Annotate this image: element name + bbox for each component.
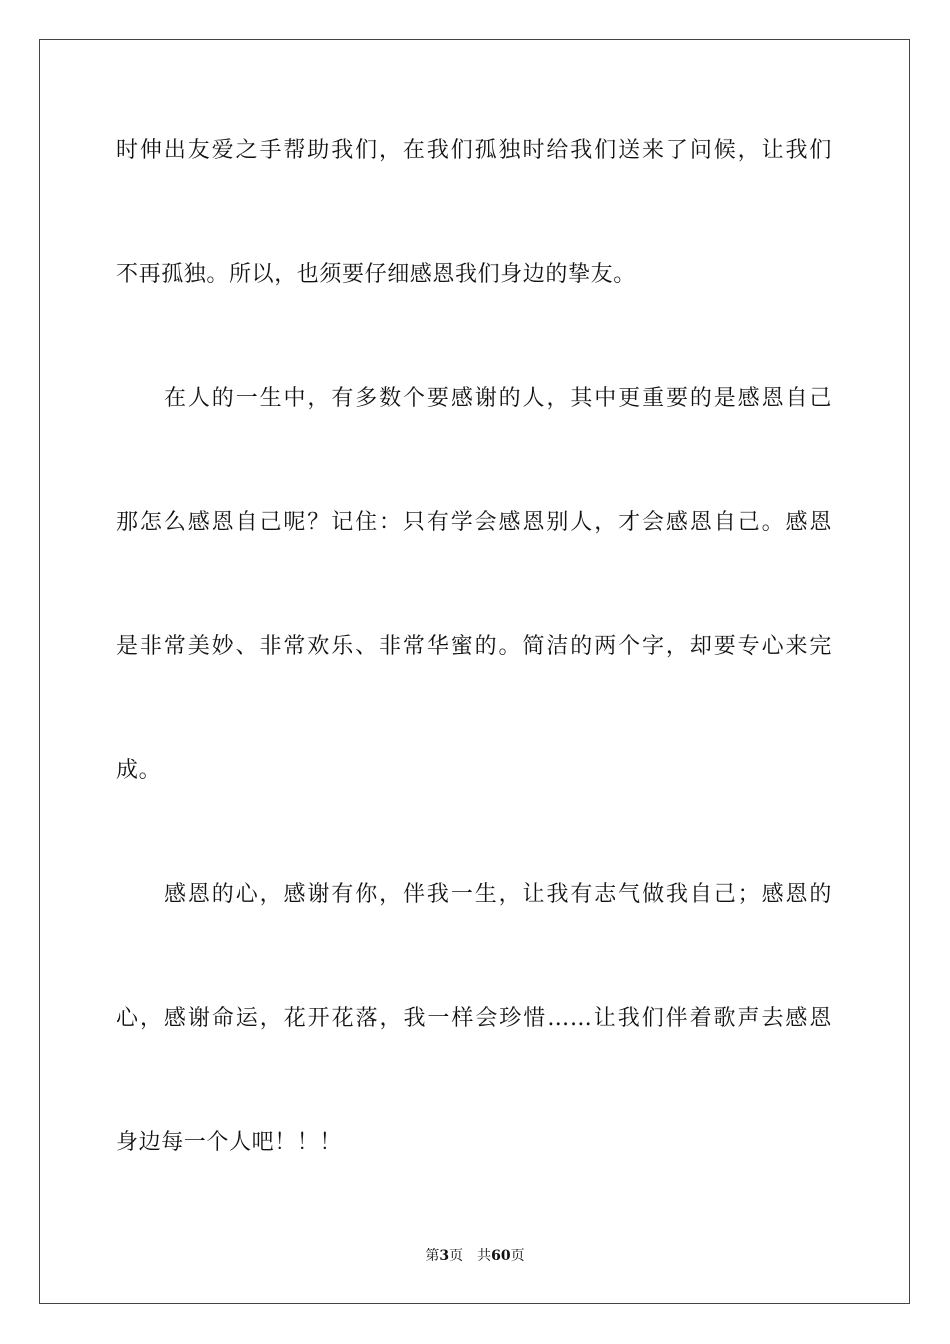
footer-prefix: 第 [425,1248,440,1264]
paragraph-line-2: 不再孤独。所以，也须要仔细感恩我们身边的挚友。 [116,262,636,287]
page-number-footer [0,1246,950,1266]
paragraph-line-7: 感恩的心，感谢有你，伴我一生，让我有志气做我自己；感恩的 [164,882,832,907]
footer-total-pages: 60 [491,1248,511,1264]
paragraph-line-4: 那怎么感恩自己呢？记住：只有学会感恩别人，才会感恩自己。感恩 [116,510,832,535]
paragraph-line-3: 在人的一生中，有多数个要感谢的人，其中更重要的是感恩自己 [164,386,832,411]
paragraph-line-5: 是非常美妙、非常欢乐、非常华蜜的。简洁的两个字，却要专心来完 [116,634,832,659]
paragraph-line-1: 时伸出友爱之手帮助我们，在我们孤独时给我们送来了问候，让我们 [116,138,832,163]
paragraph-line-6: 成。 [116,758,162,783]
paragraph-line-9: 身边每一个人吧！！！ [116,1130,343,1155]
footer-middle: 页 共 [449,1248,492,1264]
footer-current-page: 3 [439,1248,450,1264]
page-border [39,39,910,1304]
paragraph-line-8: 心，感谢命运，花开花落，我一样会珍惜……让我们伴着歌声去感恩 [116,1006,832,1031]
footer-suffix: 页 [510,1248,525,1264]
